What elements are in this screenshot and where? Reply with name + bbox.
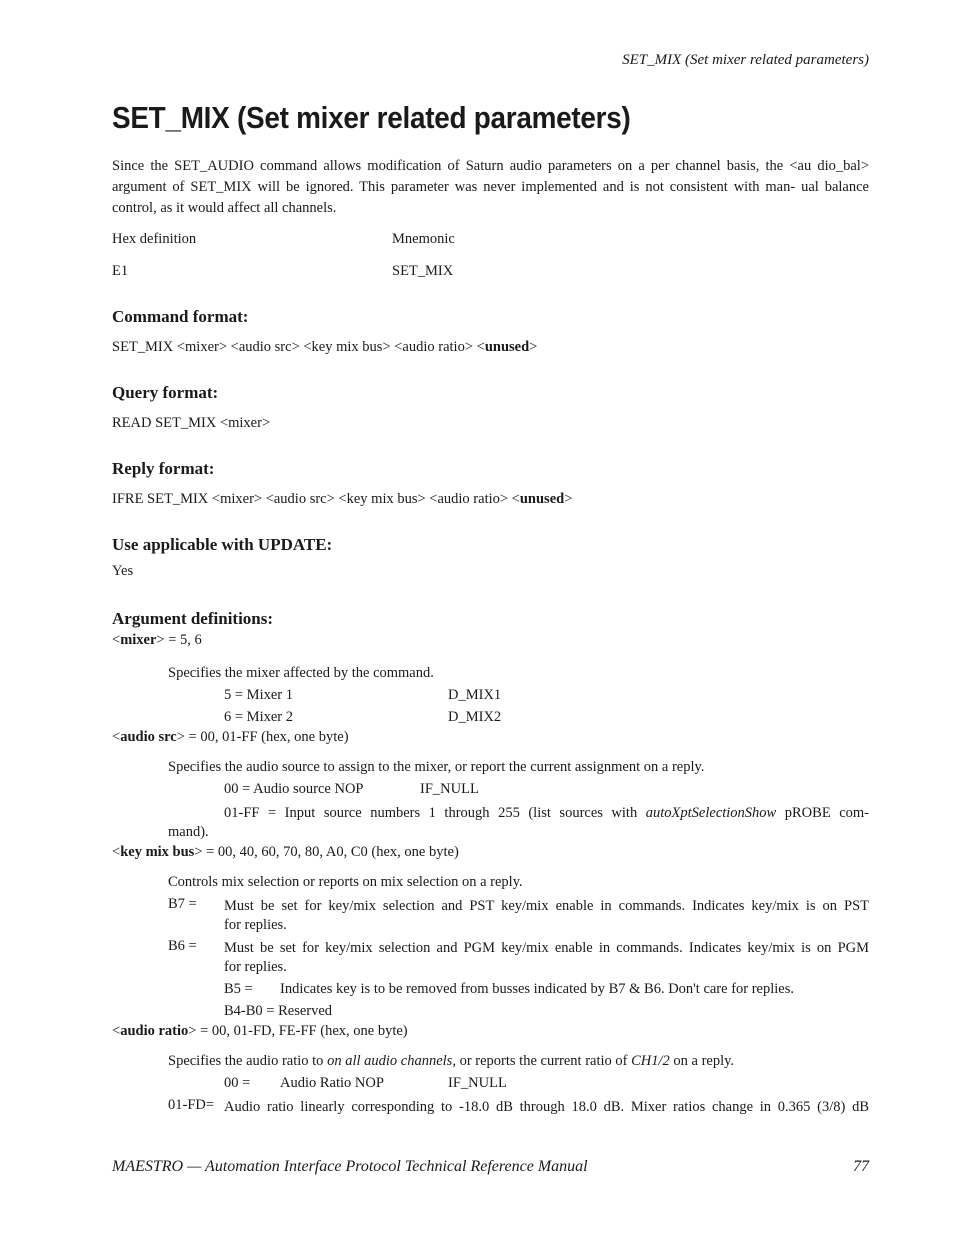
footer-manual-title: MAESTRO — Automation Interface Protocol Technical Reference Manual	[112, 1158, 588, 1175]
arg-mixer	[112, 632, 202, 649]
mixer-row-1-value: 5 = Mixer 1	[224, 687, 293, 703]
update-value: Yes	[112, 563, 134, 579]
audio-src-range-italic: autoXptSelectionShow	[645, 805, 777, 821]
b4-reserved: B4-B0 = Reserved	[224, 1003, 333, 1019]
mixer-row-2-value: 6 = Mixer 2	[224, 709, 293, 725]
b7-cont: for replies.	[224, 917, 287, 933]
arg-mixer-open: <	[112, 632, 121, 648]
arg-audio-ratio-desc	[168, 1053, 734, 1070]
arg-audio-ratio	[112, 1023, 408, 1040]
command-format-heading: Command format:	[112, 307, 249, 326]
arg-audio-ratio-name: audio ratio	[120, 1023, 189, 1039]
audio-src-range	[224, 803, 869, 824]
mnemonic-header: Mnemonic	[392, 231, 455, 247]
arg-mixer-rest: > = 5, 6	[156, 632, 202, 648]
arg-key-mix-bus-desc: Controls mix selection or reports on mix selection on a reply.	[168, 874, 523, 890]
arg-mixer-name: mixer	[120, 632, 157, 648]
b7-text: Must be set for key/mix selection and PST key/mix enable in commands. Indicates key/mix is on PST	[224, 898, 869, 914]
command-format-body: SET_MIX <mixer> <audio src> <key mix bus> <audio ratio> <	[112, 339, 485, 355]
intro-paragraph: Since the SET_AUDIO command allows modification of Saturn audio parameters on a per channel basis, the <au dio_bal> argument of SET_MIX will be ignored. This parameter was never implemented and is not consistent with man- ual balance control, as it would affect all channels.	[112, 158, 869, 216]
running-header: SET_MIX (Set mixer related parameters)	[622, 52, 869, 68]
arg-audio-src-rest: > = 00, 01-FF (hex, one byte)	[176, 729, 349, 745]
hex-definition-header: Hex definition	[112, 231, 197, 247]
mnemonic-value: SET_MIX	[392, 263, 454, 279]
audio-ratio-desc-pre: Specifies the audio ratio to	[168, 1053, 328, 1069]
audio-ratio-nop-mnemonic: IF_NULL	[448, 1075, 507, 1091]
b7-label: B7 =	[168, 896, 197, 912]
b6-text: Must be set for key/mix selection and PGM key/mix enable in commands. Indicates key/mix is on PGM	[224, 940, 869, 956]
command-format-text	[112, 339, 537, 356]
arg-audio-src-name: audio src	[120, 729, 177, 745]
audio-ratio-nop-label: 00 =	[224, 1075, 251, 1091]
b5-label: B5 =	[224, 981, 253, 997]
reply-format-heading: Reply format:	[112, 459, 215, 478]
query-format-text: READ SET_MIX <mixer>	[112, 415, 271, 431]
audio-ratio-range-label: 01-FD=	[168, 1097, 215, 1113]
audio-ratio-range-text: Audio ratio linearly corresponding to -18.0 dB through 18.0 dB. Mixer ratios change in 0.365 (3/8) dB	[224, 1099, 869, 1115]
reply-format-text	[112, 491, 572, 508]
b6-label: B6 =	[168, 938, 197, 954]
audio-ratio-desc-mid: , or reports the current ratio of	[452, 1053, 632, 1069]
command-format-close: >	[529, 339, 538, 355]
audio-ratio-desc-post: on a reply.	[669, 1053, 735, 1069]
query-format-heading: Query format:	[112, 383, 219, 402]
arg-key-mix-bus	[112, 844, 459, 861]
arg-key-mix-bus-open: <	[112, 844, 121, 860]
b5-text: Indicates key is to be removed from busses indicated by B7 & B6. Don't care for replies.	[280, 981, 795, 997]
reply-format-body: IFRE SET_MIX <mixer> <audio src> <key mix bus> <audio ratio> <	[112, 491, 520, 507]
command-format-unused: unused	[484, 339, 530, 355]
audio-src-range-cont: mand).	[168, 824, 209, 840]
audio-src-nop-value: 00 = Audio source NOP	[224, 781, 364, 797]
argument-definitions-heading: Argument definitions:	[112, 609, 274, 628]
page-title: SET_MIX (Set mixer related parameters)	[112, 100, 631, 135]
audio-ratio-desc-italic: on all audio channels	[327, 1053, 453, 1069]
audio-src-range-pre: 01-FF = Input source numbers 1 through 255 (list sources with	[224, 805, 646, 821]
b6-cont: for replies.	[224, 959, 287, 975]
arg-audio-src-desc: Specifies the audio source to assign to the mixer, or report the current assignment on a reply.	[168, 759, 705, 775]
arg-key-mix-bus-name: key mix bus	[120, 844, 195, 860]
reply-format-unused: unused	[519, 491, 565, 507]
footer-page-number: 77	[853, 1158, 869, 1175]
mixer-row-2-mnemonic: D_MIX2	[448, 709, 502, 725]
hex-value: E1	[112, 263, 129, 279]
arg-audio-ratio-rest: > = 00, 01-FD, FE-FF (hex, one byte)	[188, 1023, 408, 1039]
reply-format-close: >	[564, 491, 573, 507]
arg-key-mix-bus-rest: > = 00, 40, 60, 70, 80, A0, C0 (hex, one byte)	[194, 844, 459, 860]
audio-src-nop-mnemonic: IF_NULL	[420, 781, 479, 797]
arg-audio-src	[112, 729, 349, 746]
update-heading: Use applicable with UPDATE:	[112, 535, 333, 554]
arg-mixer-desc: Specifies the mixer affected by the command.	[168, 665, 434, 681]
audio-ratio-nop-text: Audio Ratio NOP	[280, 1075, 384, 1091]
audio-ratio-desc-italic2: CH1/2	[631, 1053, 670, 1069]
arg-audio-ratio-open: <	[112, 1023, 121, 1039]
mixer-row-1-mnemonic: D_MIX1	[448, 687, 502, 703]
audio-src-range-post: pROBE com-	[776, 805, 870, 821]
arg-audio-src-open: <	[112, 729, 121, 745]
